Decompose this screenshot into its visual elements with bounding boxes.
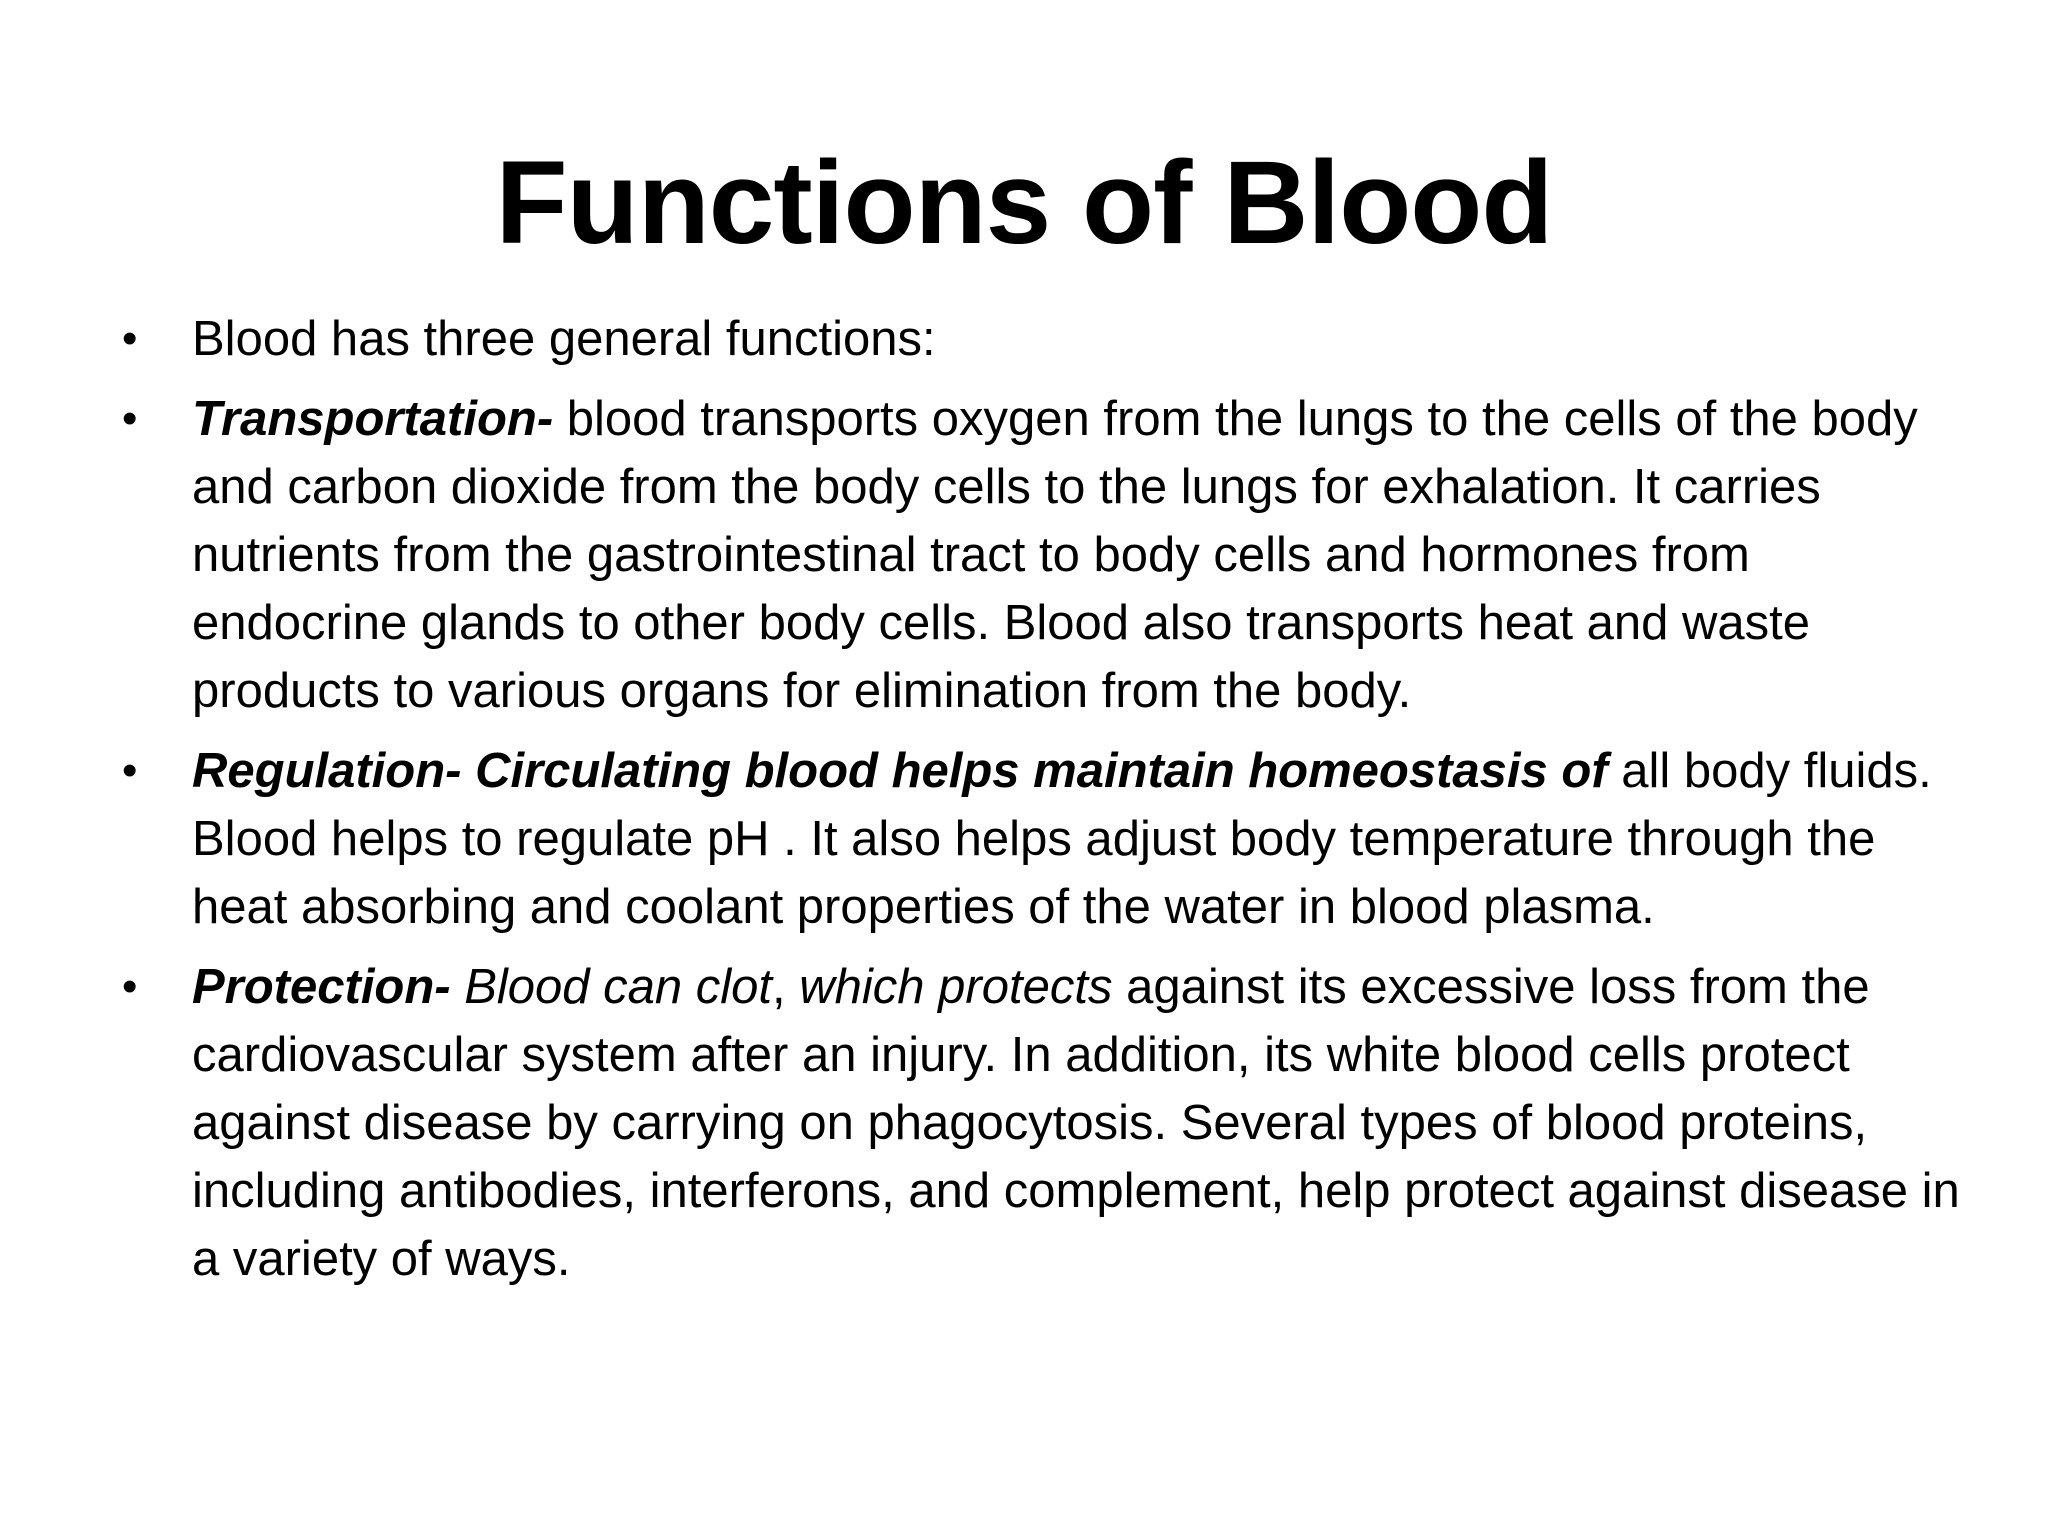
bullet-icon: •	[122, 746, 138, 795]
bullet-lead: Protection-	[192, 960, 451, 1014]
bullet-text: against its excessive loss from the cardiovascular system after an injury. In addition, its white blood cells protect against disease by carrying on phagocytosis. Several types of blood proteins, including antibodies, interferons, and complement, help protect against disease in a variety of ways.	[192, 960, 1960, 1286]
bullet-text: all body fluids. Blood helps to regulate pH . It also helps adjust body temperature through the heat absorbing and coolant properties of the water in blood plasma.	[192, 744, 1932, 934]
bullet-item-intro	[118, 305, 1978, 373]
bullet-lead: Transportation-	[192, 392, 554, 446]
bullet-icon: •	[122, 314, 138, 363]
bullet-icon: •	[122, 394, 138, 443]
bullet-text: Blood has three general functions:	[192, 312, 936, 366]
bullet-lead: Regulation- Circulating blood helps maintain homeostasis of	[192, 744, 1608, 798]
bullet-italic-text: which protects	[785, 960, 1113, 1014]
bullet-item-regulation	[118, 737, 1978, 941]
bullet-text: blood transports oxygen from the lungs to the cells of the body and carbon dioxide from the body cells to the lungs for exhalation. It carries nutrients from the gastrointestinal tract to body cells and hormones from endocrine glands to other body cells. Blood also transports heat and waste products to various organs for elimination from the body.	[192, 392, 1918, 718]
bullet-list	[118, 305, 1978, 1305]
bullet-comma: ,	[772, 960, 786, 1014]
bullet-italic-text: Blood can clot	[450, 960, 773, 1014]
slide-title: Functions of Blood	[495, 137, 1553, 269]
bullet-icon: •	[122, 962, 138, 1011]
bullet-item-protection	[118, 953, 1978, 1293]
bullet-item-transportation	[118, 385, 1978, 725]
